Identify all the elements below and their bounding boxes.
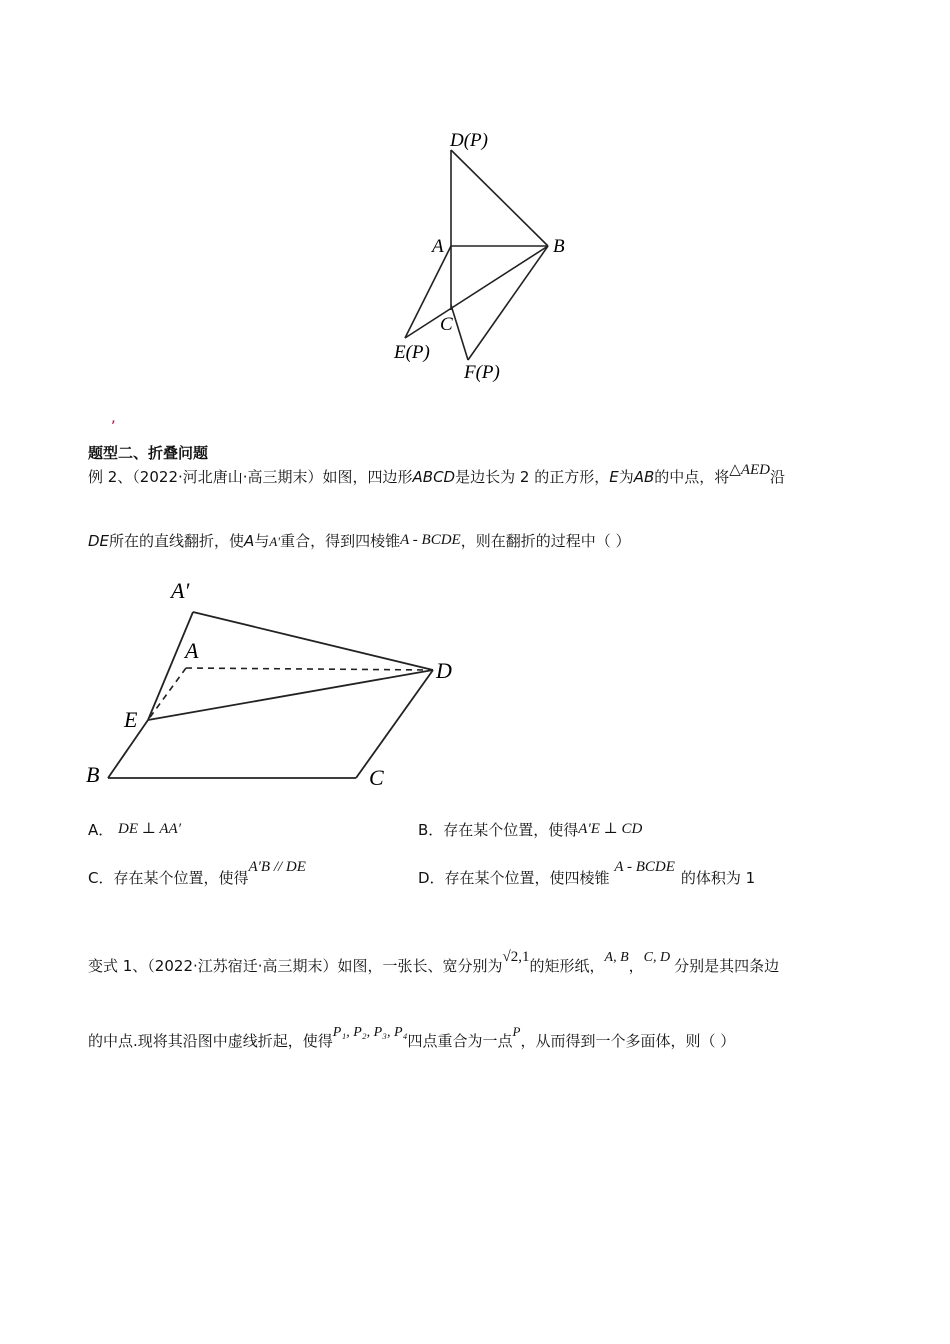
- option-d-end: 的体积为 1: [680, 869, 756, 887]
- abcd-text: ABCD: [412, 468, 456, 486]
- de-text: DE: [88, 532, 110, 550]
- label-ep: E(P): [394, 342, 430, 363]
- variant1-mid: 的矩形纸，: [529, 957, 605, 975]
- example2-line1: [88, 462, 785, 488]
- example2-end: 沿: [769, 468, 785, 486]
- ab-text: AB: [633, 468, 655, 486]
- example2-line2: [88, 531, 630, 552]
- variant1-comma: ，: [628, 957, 644, 975]
- stray-mark: ,: [111, 408, 116, 426]
- edge-aprime-e: [148, 612, 193, 720]
- option-d-label: D．存在某个位置，使四棱锥: [418, 869, 610, 887]
- pyramid-expr: A - BCDE: [400, 532, 461, 548]
- edge-aprime-d: [193, 612, 433, 670]
- option-a-expr: DE ⊥ AA′: [118, 821, 181, 837]
- figure-1-folded-pyramid: [380, 120, 580, 390]
- option-c[interactable]: [88, 859, 306, 889]
- option-c-label: C．存在某个位置，使得: [88, 869, 249, 887]
- example2-line2-b: 与: [254, 532, 270, 550]
- option-a[interactable]: [88, 820, 181, 841]
- edge-e-d: [148, 670, 433, 720]
- a-text: A: [244, 532, 255, 550]
- dashed-a-d: [186, 668, 433, 670]
- option-d-expr: A - BCDE: [614, 859, 675, 875]
- label-aprime: A′: [171, 578, 190, 603]
- option-b-expr: A′E ⊥ CD: [578, 821, 643, 837]
- variant1-line2-c: ，从而得到一个多面体，则（ ）: [520, 1032, 736, 1050]
- example2-line2-d: ，则在翻折的过程中（ ）: [460, 532, 631, 550]
- label-e2: E: [124, 707, 138, 732]
- example2-prefix: 例 2、（2022·河北唐山·高三期末）如图，四边形: [88, 468, 413, 486]
- example2-mid: 是边长为 2 的正方形，: [455, 468, 610, 486]
- label-a2: A: [185, 638, 199, 663]
- label-b2: B: [86, 762, 100, 787]
- edge-dp-b: [451, 150, 548, 246]
- label-a: A: [432, 236, 444, 257]
- variant1-p: P: [512, 1024, 521, 1039]
- option-b-label: B．存在某个位置，使得: [418, 821, 579, 839]
- variant1-prefix: 变式 1、（2022·江苏宿迁·高三期末）如图，一张长、宽分别为: [88, 957, 503, 975]
- triangle-aed: △AED: [729, 462, 770, 478]
- variant1-line2-a: 的中点.现将其沿图中虚线折起，使得: [88, 1032, 333, 1050]
- option-b[interactable]: [418, 820, 642, 841]
- variant1-end: 分别是其四条边: [674, 957, 780, 975]
- variant1-line1: [88, 949, 780, 978]
- variant1-cd: C, D: [643, 950, 671, 965]
- label-dp: D(P): [450, 130, 488, 151]
- label-c2: C: [369, 765, 384, 790]
- example2-line2-a: 所在的直线翻折，使: [109, 532, 245, 550]
- option-d[interactable]: [418, 859, 756, 889]
- section-title: 题型二、折叠问题: [88, 444, 209, 462]
- label-d2: D: [436, 658, 452, 683]
- label-fp: F(P): [464, 362, 500, 383]
- edge-e-b: [405, 246, 548, 338]
- variant1-points: P₁, P₂, P₃, P₄: [332, 1025, 408, 1040]
- label-b: B: [553, 236, 565, 257]
- figure-2-fold-diagram: [78, 570, 478, 795]
- variant1-line2-b: 四点重合为一点: [407, 1032, 513, 1050]
- a-prime-text: A′: [269, 534, 281, 549]
- example2-mid2: 为: [618, 468, 634, 486]
- example2-line2-c: 重合，得到四棱锥: [280, 532, 401, 550]
- variant1-ab: A, B: [604, 950, 629, 965]
- option-a-label: A．: [88, 821, 114, 839]
- edge-c-f: [451, 305, 468, 360]
- example2-mid3: 的中点，将: [654, 468, 730, 486]
- e-text: E: [609, 468, 619, 486]
- option-c-expr: A′B // DE: [248, 859, 306, 875]
- edge-c-d: [356, 670, 433, 778]
- edge-f-b: [468, 246, 548, 360]
- label-c: C: [440, 314, 453, 335]
- variant1-line2: [88, 1024, 736, 1053]
- variant1-dims: √2,1: [502, 949, 530, 965]
